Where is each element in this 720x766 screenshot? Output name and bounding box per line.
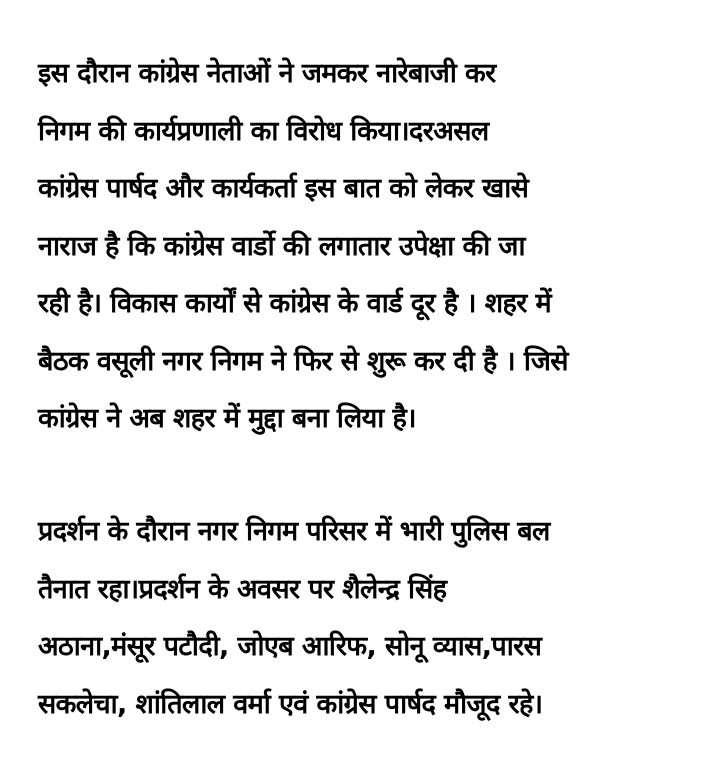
- text-line: बैठक वसूली नगर निगम ने फिर से शुरू कर दी है । जिसे: [38, 345, 568, 377]
- text-line: सकलेचा, शांतिलाल वर्मा एवं कांग्रेस पार्षद मौजूद रहे।: [38, 688, 543, 720]
- text-line: रही है। विकास कार्यों से कांग्रेस के वार्ड दूर है । शहर में: [38, 288, 551, 319]
- text-line: कांग्रेस ने अब शहर में मुद्दा बना लिया है।: [38, 403, 416, 434]
- text-line: तैनात रहा।प्रदर्शन के अवसर पर शैलेन्द्र सिंह: [38, 573, 447, 605]
- text-line: प्रदर्शन के दौरान नगर निगम परिसर में भारी पुलिस बल: [38, 516, 550, 547]
- text-line: इस दौरान कांग्रेस नेताओं ने जमकर नारेबाजी कर: [38, 58, 496, 89]
- paragraph-police-presence: [38, 503, 698, 733]
- text-line: निगम की कार्यप्रणाली का विरोध किया।दरअसल: [38, 115, 489, 147]
- paragraph-protest-slogans: [38, 45, 698, 448]
- text-line: अठाना,मंसूर पटौदी, जोएब आरिफ, सोनू व्यास,पारस: [38, 631, 542, 662]
- text-line: नाराज है कि कांग्रेस वार्डो की लगातार उपेक्षा की जा: [38, 230, 525, 262]
- text-line: कांग्रेस पार्षद और कार्यकर्ता इस बात को लेकर खासे: [38, 173, 529, 204]
